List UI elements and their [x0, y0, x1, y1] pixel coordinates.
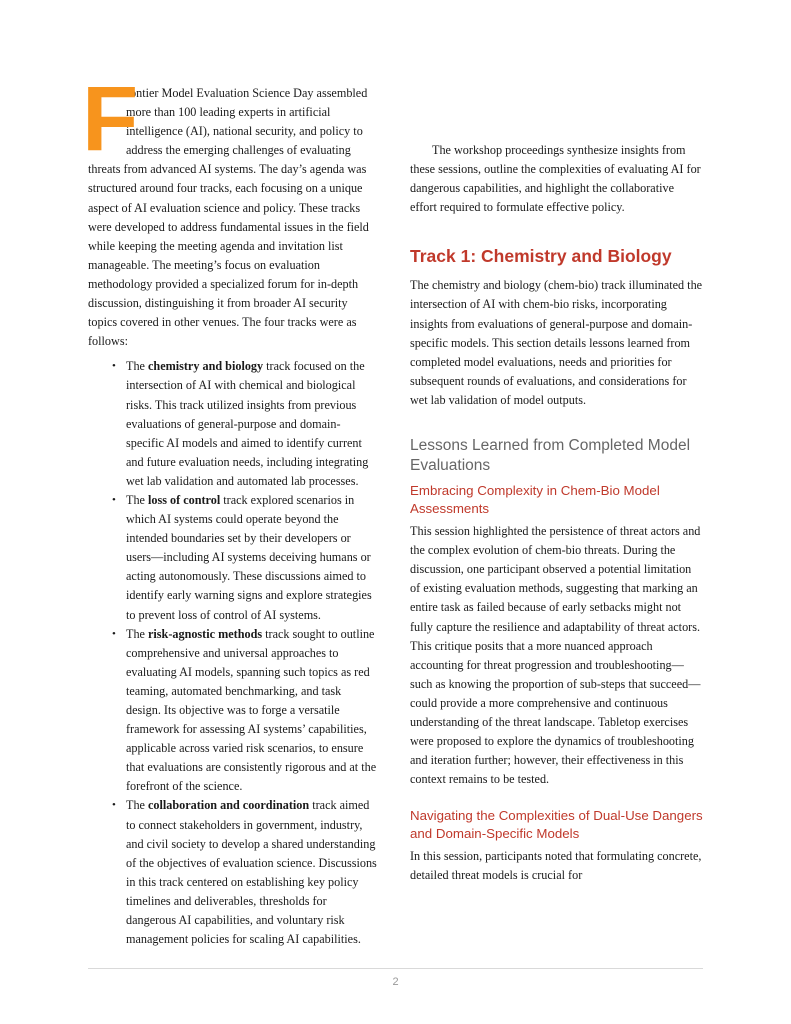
session-heading-dual-use: Navigating the Complexities of Dual-Use Dangers and Domain-Specific Models — [410, 808, 703, 842]
track-name: collaboration and coordination — [148, 798, 310, 813]
track-lead: The — [126, 359, 148, 374]
track-name: chemistry and biology — [148, 359, 264, 374]
intro-paragraph — [82, 68, 378, 351]
track-name: risk-agnostic methods — [148, 626, 263, 641]
page-number: 2 — [392, 976, 399, 988]
bullet-icon: • — [112, 360, 116, 373]
session-body-dual-use: In this session, participants noted that formulating concrete, detailed threat models is crucial for — [410, 849, 702, 883]
track-name: loss of control — [148, 492, 221, 507]
intro-text: rontier Model Evaluation Science Day assembled more than 100 leading experts in artificial intelligence (AI), national security, and policy to address the emerging challenges of evaluating threats from advanced AI systems. The day’s agenda was structured around four tracks, each focusing on a unique aspect of AI evaluation science and policy. These tracks were developed to address fundamental issues in the field while keeping the meeting agenda and invitation list manageable. The meeting’s focus on evaluation methodology provided a specialized forum for in-depth discussion, distinguishing it from broader AI security topics covered in other venues. The four tracks were as follows: — [88, 86, 369, 349]
bullet-icon: • — [112, 493, 116, 506]
lessons-learned-heading: Lessons Learned from Completed Model Evaluations — [410, 437, 691, 475]
track-lead: The — [126, 492, 148, 507]
synthesis-paragraph: The workshop proceedings synthesize insights from these sessions, outline the complexities of evaluating AI for dangerous capabilities, and highlight the collaborative effort required to formulate effective policy. — [410, 143, 701, 215]
track-list — [88, 357, 378, 949]
track-list-item-loss-of-control — [88, 491, 378, 625]
track-description: track focused on the intersection of AI with chemical and biological risks. This track utilized insights from previous evaluations of general-purpose and domain-specific AI models and aimed to identify current and future evaluation needs, including integrating wet lab validation and automated lab processes. — [126, 359, 369, 488]
track-1-body: The chemistry and biology (chem-bio) track illuminated the intersection of AI with chem-bio risks, incorporating insights from evaluations of general-purpose and domain-specific models. This section details lessons learned from completed model evaluations, needs and priorities for subsequent rounds of evaluations, and considerations for wet lab validation of model outputs. — [410, 278, 703, 407]
footer-divider — [88, 968, 703, 969]
left-column — [82, 68, 378, 949]
drop-cap-letter: F — [82, 68, 139, 170]
track-list-item-risk-agnostic — [88, 625, 378, 797]
track-description: track aimed to connect stakeholders in government, industry, and civil society to develop a shared understanding of the objectives of evaluation science. Discussions in this track centered on establishing key policy timelines and deliverables, thresholds for dangerous AI capabilities, and voluntary risk management policies for scaling AI capabilities. — [126, 798, 377, 947]
track-description: track explored scenarios in which AI systems could operate beyond the intended boundaries set by their developers or users—including AI systems deceiving humans or acting autonomously. These discussions aimed to identify early warning signs and explore strategies to prevent loss of control of AI systems. — [126, 492, 372, 622]
session-heading-complexity: Embracing Complexity in Chem-Bio Model Assessments — [410, 483, 660, 517]
track-list-item-collaboration — [88, 796, 378, 949]
track-1-heading: Track 1: Chemistry and Biology — [410, 246, 672, 267]
track-lead: The — [126, 626, 148, 641]
right-column — [410, 84, 703, 886]
track-description: track sought to outline comprehensive and universal approaches to evaluating AI models, spanning such topics as red teaming, automated benchmarking, and task design. Its objective was to forge a versatile framework for assessing AI systems’ capabilities, applicable across varied risk scenarios, to ensure that evaluations are consistently rigorous and at the forefront of the science. — [126, 626, 377, 794]
bullet-icon: • — [112, 627, 116, 640]
track-list-item-chem-bio — [88, 357, 378, 491]
drop-cap — [82, 68, 139, 170]
session-body-complexity: This session highlighted the persistence of threat actors and the complex evolution of chem-bio threats. During the discussion, one participant observed a potential limitation of existing evaluation methods, suggesting that marking an entire task as failed because of early setbacks might not fully capture the resilience and adaptability of threat actors. This critique posits that a more nuanced approach accounting for threat progression and troubleshooting—such as knowing the proportion of sub-steps that succeed—could provide a more comprehensive and continuous understanding of the threat landscape. Tabletop exercises were proposed to explore the dynamics of troubleshooting and iteration further; however, their effectiveness in this context remains to be tested. — [410, 524, 701, 787]
track-lead: The — [126, 798, 148, 813]
bullet-icon: • — [112, 799, 116, 812]
